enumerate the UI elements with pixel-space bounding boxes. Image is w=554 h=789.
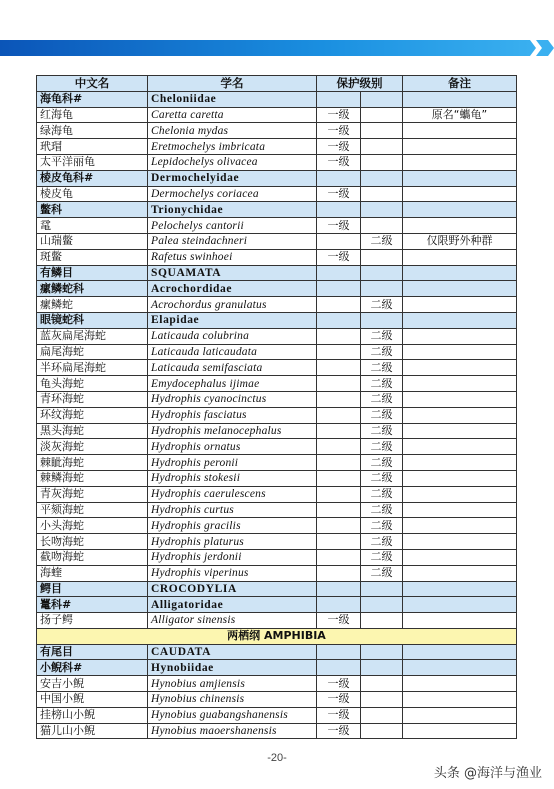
level-one-cell — [317, 534, 361, 550]
species-row — [37, 407, 517, 423]
table-body — [37, 91, 517, 739]
remark-cell — [403, 597, 517, 613]
scientific-name-cell: CROCODYLIA — [148, 581, 317, 597]
level-two-cell — [361, 139, 403, 155]
remark-cell — [403, 723, 517, 739]
scientific-name-cell: Hydrophis curtus — [148, 502, 317, 518]
taxon-group-row — [37, 170, 517, 186]
level-one-cell — [317, 376, 361, 392]
level-two-cell — [361, 676, 403, 692]
table-header-row — [37, 76, 517, 92]
scientific-name-cell: Hydrophis viperinus — [148, 565, 317, 581]
remark-cell — [403, 518, 517, 534]
header-chinese-name: 中文名 — [37, 76, 148, 92]
level-two-cell: 二级 — [361, 376, 403, 392]
scientific-name-cell: Laticauda colubrina — [148, 328, 317, 344]
species-row — [37, 470, 517, 486]
species-row — [37, 297, 517, 313]
chinese-name-cell: 小鲵科# — [37, 660, 148, 676]
species-row — [37, 502, 517, 518]
scientific-name-cell: Chelonia mydas — [148, 123, 317, 139]
chinese-name-cell: 截吻海蛇 — [37, 549, 148, 565]
level-one-cell — [317, 518, 361, 534]
remark-cell — [403, 565, 517, 581]
remark-cell: 仅限野外种群 — [403, 233, 517, 249]
scientific-name-cell: Hynobius guabangshanensis — [148, 707, 317, 723]
chinese-name-cell: 棱皮龟 — [37, 186, 148, 202]
level-one-cell: 一级 — [317, 723, 361, 739]
scientific-name-cell: Hydrophis stokesii — [148, 470, 317, 486]
chinese-name-cell: 安吉小鲵 — [37, 676, 148, 692]
species-row — [37, 549, 517, 565]
level-one-cell: 一级 — [317, 249, 361, 265]
level-one-cell — [317, 281, 361, 297]
remark-cell — [403, 486, 517, 502]
remark-cell — [403, 344, 517, 360]
level-two-cell — [361, 644, 403, 660]
scientific-name-cell: Hydrophis gracilis — [148, 518, 317, 534]
species-row — [37, 565, 517, 581]
chinese-name-cell: 有尾目 — [37, 644, 148, 660]
species-row — [37, 249, 517, 265]
species-row — [37, 518, 517, 534]
chinese-name-cell: 山瑞鳖 — [37, 233, 148, 249]
species-row — [37, 360, 517, 376]
taxon-group-row — [37, 597, 517, 613]
species-row — [37, 376, 517, 392]
level-one-cell — [317, 660, 361, 676]
scientific-name-cell: Emydocephalus ijimae — [148, 376, 317, 392]
level-one-cell — [317, 360, 361, 376]
remark-cell — [403, 502, 517, 518]
remark-cell — [403, 391, 517, 407]
level-one-cell — [317, 312, 361, 328]
species-row — [37, 233, 517, 249]
taxon-group-row — [37, 581, 517, 597]
remark-cell — [403, 312, 517, 328]
scientific-name-cell: Hynobius maoershanensis — [148, 723, 317, 739]
scientific-name-cell: Hynobius amjiensis — [148, 676, 317, 692]
remark-cell — [403, 186, 517, 202]
remark-cell — [403, 581, 517, 597]
level-two-cell: 二级 — [361, 233, 403, 249]
species-row — [37, 723, 517, 739]
level-one-cell — [317, 470, 361, 486]
taxon-group-row — [37, 644, 517, 660]
level-one-cell: 一级 — [317, 154, 361, 170]
chinese-name-cell: 棱皮龟科# — [37, 170, 148, 186]
level-two-cell — [361, 613, 403, 629]
level-one-cell — [317, 297, 361, 313]
species-row — [37, 423, 517, 439]
level-two-cell: 二级 — [361, 391, 403, 407]
level-one-cell — [317, 407, 361, 423]
scientific-name-cell: Laticauda laticaudata — [148, 344, 317, 360]
scientific-name-cell: Hynobius chinensis — [148, 692, 317, 708]
chinese-name-cell: 鳖科 — [37, 202, 148, 218]
remark-cell — [403, 328, 517, 344]
remark-cell — [403, 692, 517, 708]
remark-cell — [403, 470, 517, 486]
remark-cell — [403, 423, 517, 439]
scientific-name-cell: Hydrophis caerulescens — [148, 486, 317, 502]
scientific-name-cell: Trionychidae — [148, 202, 317, 218]
remark-cell — [403, 297, 517, 313]
level-one-cell: 一级 — [317, 186, 361, 202]
species-row — [37, 123, 517, 139]
level-one-cell — [317, 265, 361, 281]
scientific-name-cell: Hydrophis ornatus — [148, 439, 317, 455]
level-two-cell — [361, 123, 403, 139]
species-row — [37, 707, 517, 723]
taxon-group-row — [37, 312, 517, 328]
chinese-name-cell: 青灰海蛇 — [37, 486, 148, 502]
level-two-cell — [361, 281, 403, 297]
remark-cell — [403, 676, 517, 692]
watermark: 头条 @海洋与渔业 — [433, 766, 542, 781]
scientific-name-cell: Lepidochelys olivacea — [148, 154, 317, 170]
level-one-cell — [317, 549, 361, 565]
level-one-cell — [317, 202, 361, 218]
scientific-name-cell: Hynobiidae — [148, 660, 317, 676]
level-one-cell — [317, 502, 361, 518]
taxon-group-row — [37, 265, 517, 281]
scientific-name-cell: Cheloniidae — [148, 91, 317, 107]
level-one-cell — [317, 344, 361, 360]
species-row — [37, 328, 517, 344]
remark-cell — [403, 265, 517, 281]
chinese-name-cell: 鼍科# — [37, 597, 148, 613]
remark-cell — [403, 139, 517, 155]
remark-cell — [403, 218, 517, 234]
level-two-cell: 二级 — [361, 297, 403, 313]
scientific-name-cell: Acrochordidae — [148, 281, 317, 297]
remark-cell: 原名“蠵龟” — [403, 107, 517, 123]
scientific-name-cell: Hydrophis jerdonii — [148, 549, 317, 565]
level-two-cell — [361, 723, 403, 739]
level-two-cell — [361, 218, 403, 234]
taxon-group-row — [37, 91, 517, 107]
level-one-cell — [317, 581, 361, 597]
header-banner — [0, 38, 554, 58]
species-row — [37, 218, 517, 234]
chinese-name-cell: 青环海蛇 — [37, 391, 148, 407]
species-row — [37, 676, 517, 692]
scientific-name-cell: Caretta caretta — [148, 107, 317, 123]
remark-cell — [403, 202, 517, 218]
level-two-cell — [361, 154, 403, 170]
level-one-cell: 一级 — [317, 139, 361, 155]
level-two-cell — [361, 202, 403, 218]
remark-cell — [403, 249, 517, 265]
species-row — [37, 186, 517, 202]
chinese-name-cell: 挂榜山小鲵 — [37, 707, 148, 723]
chinese-name-cell: 中国小鲵 — [37, 692, 148, 708]
scientific-name-cell: Hydrophis melanocephalus — [148, 423, 317, 439]
scientific-name-cell: Eretmochelys imbricata — [148, 139, 317, 155]
level-one-cell: 一级 — [317, 218, 361, 234]
level-one-cell: 一级 — [317, 107, 361, 123]
chinese-name-cell: 扬子鳄 — [37, 613, 148, 629]
species-row — [37, 486, 517, 502]
remark-cell — [403, 281, 517, 297]
remark-cell — [403, 534, 517, 550]
level-two-cell: 二级 — [361, 470, 403, 486]
level-one-cell: 一级 — [317, 613, 361, 629]
header-scientific-name: 学名 — [148, 76, 317, 92]
remark-cell — [403, 376, 517, 392]
level-one-cell: 一级 — [317, 707, 361, 723]
scientific-name-cell: Laticauda semifasciata — [148, 360, 317, 376]
chinese-name-cell: 平颏海蛇 — [37, 502, 148, 518]
level-one-cell — [317, 439, 361, 455]
species-row — [37, 613, 517, 629]
taxon-group-row — [37, 202, 517, 218]
level-two-cell — [361, 692, 403, 708]
chinese-name-cell: 小头海蛇 — [37, 518, 148, 534]
scientific-name-cell: Hydrophis fasciatus — [148, 407, 317, 423]
level-two-cell — [361, 91, 403, 107]
chinese-name-cell: 瘰鳞蛇科 — [37, 281, 148, 297]
level-two-cell — [361, 265, 403, 281]
scientific-name-cell: Dermochelyidae — [148, 170, 317, 186]
species-row — [37, 154, 517, 170]
chinese-name-cell: 淡灰海蛇 — [37, 439, 148, 455]
scientific-name-cell: Hydrophis platurus — [148, 534, 317, 550]
level-two-cell: 二级 — [361, 407, 403, 423]
chinese-name-cell: 斑鳖 — [37, 249, 148, 265]
level-one-cell — [317, 455, 361, 471]
scientific-name-cell: Hydrophis peronii — [148, 455, 317, 471]
level-two-cell — [361, 581, 403, 597]
scientific-name-cell: Hydrophis cyanocinctus — [148, 391, 317, 407]
scientific-name-cell: Dermochelys coriacea — [148, 186, 317, 202]
chinese-name-cell: 扁尾海蛇 — [37, 344, 148, 360]
level-one-cell — [317, 328, 361, 344]
taxon-group-row — [37, 281, 517, 297]
scientific-name-cell: Acrochordus granulatus — [148, 297, 317, 313]
level-two-cell: 二级 — [361, 455, 403, 471]
class-row — [37, 628, 517, 644]
level-two-cell: 二级 — [361, 518, 403, 534]
level-two-cell — [361, 312, 403, 328]
level-two-cell: 二级 — [361, 328, 403, 344]
chinese-name-cell: 海龟科# — [37, 91, 148, 107]
species-row — [37, 344, 517, 360]
chinese-name-cell: 玳瑁 — [37, 139, 148, 155]
remark-cell — [403, 660, 517, 676]
species-row — [37, 439, 517, 455]
level-one-cell: 一级 — [317, 692, 361, 708]
chinese-name-cell: 海蝰 — [37, 565, 148, 581]
chinese-name-cell: 蓝灰扁尾海蛇 — [37, 328, 148, 344]
level-one-cell — [317, 233, 361, 249]
chinese-name-cell: 棘眦海蛇 — [37, 455, 148, 471]
chinese-name-cell: 眼镜蛇科 — [37, 312, 148, 328]
scientific-name-cell: Elapidae — [148, 312, 317, 328]
chinese-name-cell: 半环扁尾海蛇 — [37, 360, 148, 376]
remark-cell — [403, 170, 517, 186]
scientific-name-cell: Alligatoridae — [148, 597, 317, 613]
level-one-cell — [317, 391, 361, 407]
header-remarks: 备注 — [403, 76, 517, 92]
remark-cell — [403, 644, 517, 660]
species-row — [37, 692, 517, 708]
species-row — [37, 107, 517, 123]
scientific-name-cell: Alligator sinensis — [148, 613, 317, 629]
page-number: -20- — [267, 752, 287, 764]
chinese-name-cell: 太平洋丽龟 — [37, 154, 148, 170]
level-two-cell: 二级 — [361, 360, 403, 376]
remark-cell — [403, 455, 517, 471]
level-two-cell: 二级 — [361, 423, 403, 439]
level-two-cell — [361, 597, 403, 613]
scientific-name-cell: Pelochelys cantorii — [148, 218, 317, 234]
class-name: 两栖纲 AMPHIBIA — [37, 628, 517, 644]
remark-cell — [403, 707, 517, 723]
species-table — [36, 75, 517, 739]
chinese-name-cell: 龟头海蛇 — [37, 376, 148, 392]
scientific-name-cell: SQUAMATA — [148, 265, 317, 281]
chinese-name-cell: 鼋 — [37, 218, 148, 234]
scientific-name-cell: Palea steindachneri — [148, 233, 317, 249]
level-one-cell: 一级 — [317, 123, 361, 139]
remark-cell — [403, 123, 517, 139]
level-one-cell — [317, 423, 361, 439]
level-two-cell: 二级 — [361, 565, 403, 581]
level-one-cell — [317, 486, 361, 502]
remark-cell — [403, 91, 517, 107]
level-two-cell: 二级 — [361, 549, 403, 565]
level-two-cell — [361, 170, 403, 186]
species-row — [37, 455, 517, 471]
chinese-name-cell: 有鳞目 — [37, 265, 148, 281]
species-row — [37, 391, 517, 407]
level-two-cell — [361, 107, 403, 123]
remark-cell — [403, 360, 517, 376]
level-one-cell: 一级 — [317, 676, 361, 692]
level-one-cell — [317, 565, 361, 581]
header-protection-level: 保护级别 — [317, 76, 403, 92]
level-one-cell — [317, 597, 361, 613]
chinese-name-cell: 红海龟 — [37, 107, 148, 123]
taxon-group-row — [37, 660, 517, 676]
chinese-name-cell: 猫儿山小鲵 — [37, 723, 148, 739]
remark-cell — [403, 407, 517, 423]
remark-cell — [403, 613, 517, 629]
chinese-name-cell: 黑头海蛇 — [37, 423, 148, 439]
chinese-name-cell: 鳄目 — [37, 581, 148, 597]
level-two-cell — [361, 249, 403, 265]
chinese-name-cell: 棘鳞海蛇 — [37, 470, 148, 486]
level-two-cell: 二级 — [361, 486, 403, 502]
chinese-name-cell: 瘰鳞蛇 — [37, 297, 148, 313]
level-one-cell — [317, 170, 361, 186]
scientific-name-cell: CAUDATA — [148, 644, 317, 660]
level-one-cell — [317, 91, 361, 107]
species-row — [37, 534, 517, 550]
remark-cell — [403, 154, 517, 170]
chinese-name-cell: 长吻海蛇 — [37, 534, 148, 550]
level-two-cell: 二级 — [361, 534, 403, 550]
level-two-cell: 二级 — [361, 344, 403, 360]
level-two-cell — [361, 186, 403, 202]
level-two-cell: 二级 — [361, 502, 403, 518]
level-two-cell — [361, 660, 403, 676]
remark-cell — [403, 439, 517, 455]
remark-cell — [403, 549, 517, 565]
level-two-cell — [361, 707, 403, 723]
scientific-name-cell: Rafetus swinhoei — [148, 249, 317, 265]
level-one-cell — [317, 644, 361, 660]
chinese-name-cell: 环纹海蛇 — [37, 407, 148, 423]
chinese-name-cell: 绿海龟 — [37, 123, 148, 139]
species-row — [37, 139, 517, 155]
level-two-cell: 二级 — [361, 439, 403, 455]
